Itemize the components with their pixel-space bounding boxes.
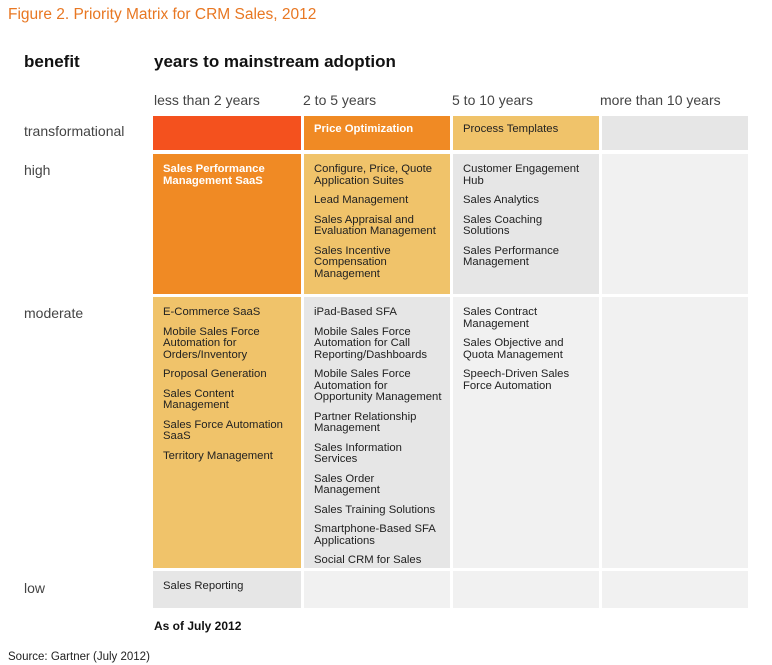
matrix-item: Sales Coaching Solutions (463, 213, 543, 237)
cell-low-lt2 (153, 571, 301, 608)
matrix-item: Proposal Generation (163, 368, 267, 380)
matrix-item: Price Optimization (314, 123, 414, 135)
cell-low-5to10 (453, 571, 599, 608)
matrix-item: Customer Engagement Hub (463, 163, 580, 187)
row-label-moderate: moderate (24, 305, 84, 321)
benefit-axis-title: benefit (24, 52, 80, 71)
row-label-high: high (24, 162, 51, 178)
matrix-item: Mobile Sales Force Automation for Orders/Inventory (163, 325, 260, 361)
matrix-item: Sales Reporting (163, 580, 244, 592)
column-header-2to5: 2 to 5 years (303, 92, 377, 108)
as-of-note: As of July 2012 (154, 619, 242, 633)
column-header-gt10: more than 10 years (600, 92, 721, 108)
cell-transformational-lt2 (153, 116, 301, 150)
cell-high-5to10 (453, 154, 599, 294)
source-note: Source: Gartner (July 2012) (8, 651, 150, 663)
column-header-lt2: less than 2 years (154, 92, 260, 108)
matrix-item: iPad-Based SFA (314, 306, 397, 318)
matrix-item: Sales Incentive Compensation Management (314, 244, 391, 280)
matrix-item: Speech-Driven Sales Force Automation (463, 368, 570, 392)
matrix-item: Sales Analytics (463, 194, 539, 206)
matrix-item: Lead Management (314, 194, 409, 206)
cell-low-2to5 (304, 571, 450, 608)
matrix-item: Sales Performance Management SaaS (163, 163, 265, 187)
cell-moderate-gt10 (602, 297, 748, 568)
matrix-item: Sales Order Management (314, 472, 380, 496)
matrix-item: Partner Relationship Management (314, 410, 417, 434)
matrix-item: Sales Force Automation SaaS (163, 418, 283, 442)
matrix-item: Smartphone-Based SFA Applications (314, 523, 436, 547)
cell-moderate-lt2 (153, 297, 301, 568)
matrix-item: Sales Training Solutions (314, 503, 436, 516)
matrix-item: Sales Appraisal and Evaluation Management (314, 213, 436, 237)
matrix-item: Sales Information Services (314, 441, 402, 465)
matrix-item: Mobile Sales Force Automation for Opportunity Management (314, 368, 442, 403)
adoption-axis-title: years to mainstream adoption (154, 52, 396, 71)
cell-high-2to5 (304, 154, 450, 294)
matrix-item: Territory Management (163, 449, 273, 462)
cell-transformational-5to10 (453, 116, 599, 150)
row-label-low: low (24, 580, 46, 596)
cell-high-gt10 (602, 154, 748, 294)
matrix-item: Process Templates (463, 123, 559, 135)
matrix-item: Social CRM for Sales (314, 554, 422, 566)
cell-low-gt10 (602, 571, 748, 608)
cell-moderate-2to5 (304, 297, 450, 568)
matrix-item: E-Commerce SaaS (163, 306, 261, 318)
column-header-5to10: 5 to 10 years (452, 92, 533, 108)
matrix-item: Sales Objective and Quota Management (463, 337, 564, 361)
cell-high-lt2 (153, 154, 301, 294)
cell-transformational-2to5 (304, 116, 450, 150)
cell-moderate-5to10 (453, 297, 599, 568)
matrix-item: Sales Contract Management (463, 306, 538, 330)
matrix-item: Sales Content Management (163, 387, 234, 411)
figure-title: Figure 2. Priority Matrix for CRM Sales, 2012 (8, 6, 317, 23)
matrix-item: Mobile Sales Force Automation for Call Reporting/Dashboards (314, 325, 428, 361)
row-label-transformational: transformational (24, 123, 125, 139)
matrix-item: Configure, Price, Quote Application Suites (314, 163, 433, 187)
cell-transformational-gt10 (602, 116, 748, 150)
matrix-item: Sales Performance Management (463, 244, 560, 268)
